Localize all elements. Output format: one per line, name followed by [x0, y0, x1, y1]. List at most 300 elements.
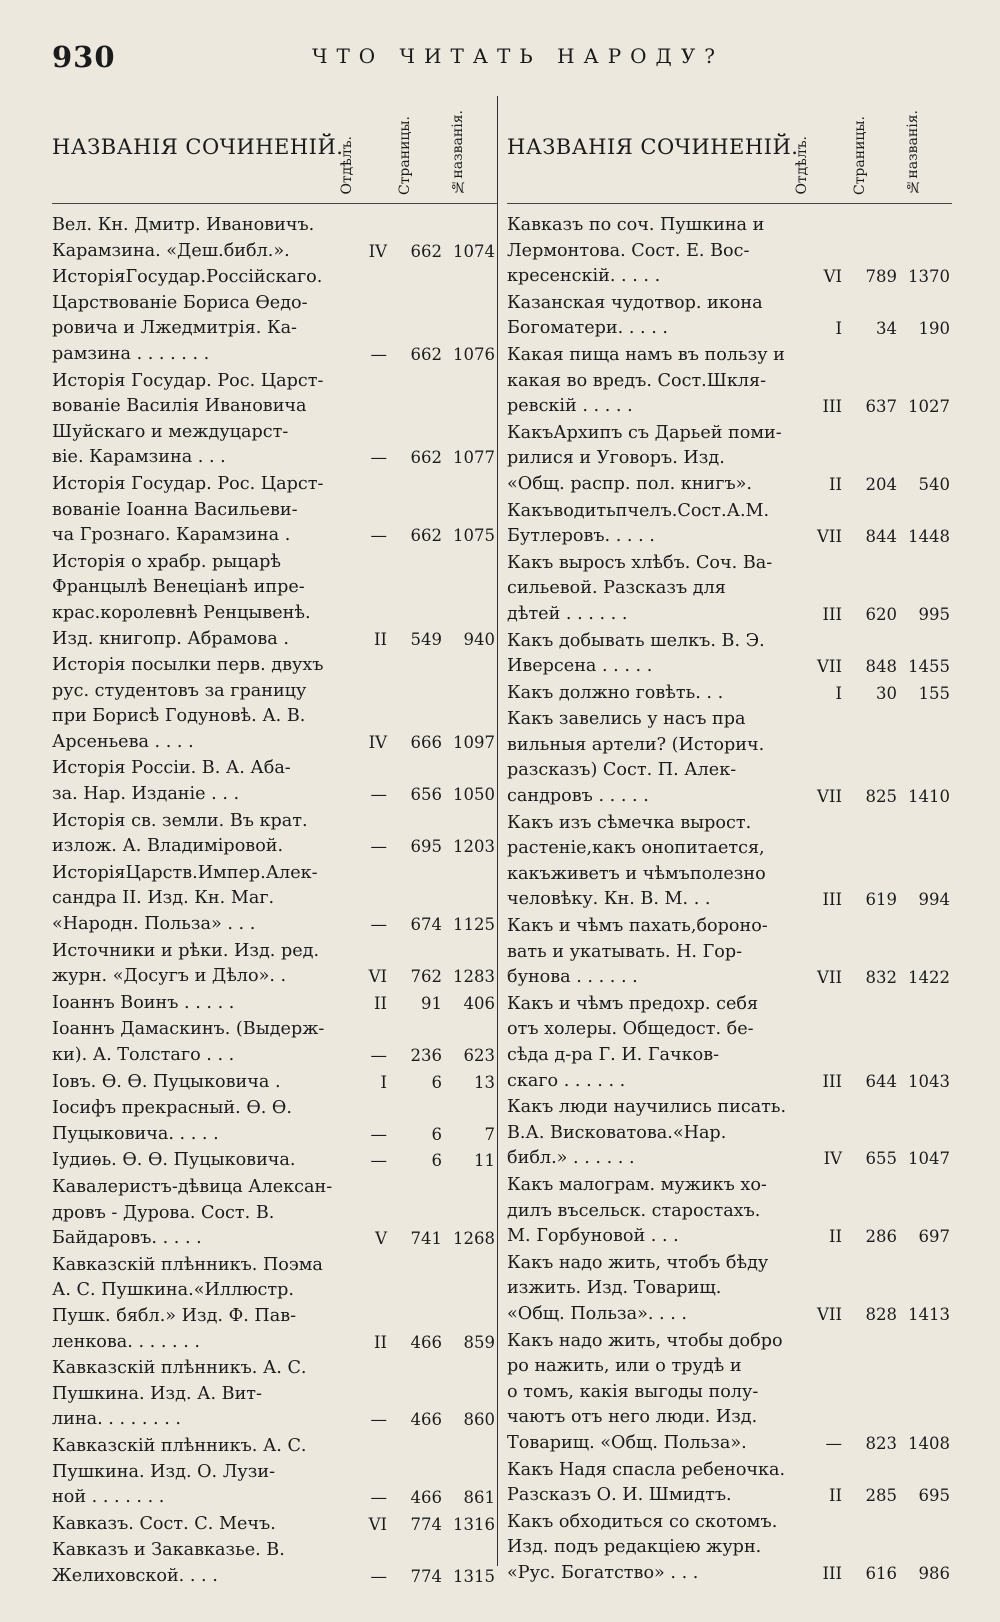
entry-page: 662: [410, 448, 442, 468]
entry-title-line: Какъ люди научились писать.: [507, 1097, 787, 1118]
entry-title-line: Іовъ. Ѳ. Ѳ. Пуцыковича .: [52, 1071, 281, 1092]
entry-title-line: сильевой. Разсказъ для: [507, 578, 726, 599]
entry-number: 859: [463, 1332, 495, 1352]
entry-title-line: рамзина . . . . . . .: [52, 343, 210, 364]
entry-title-line: за. Нар. Изданіе . . .: [52, 784, 240, 805]
catalog-entry: [52, 369, 497, 471]
entry-title-line: Какъводитьпчелъ.Сост.А.М.: [507, 500, 770, 521]
entry-page: 549: [410, 629, 442, 649]
entry-title-line: дровъ - Дурова. Сост. В.: [52, 1202, 275, 1223]
entry-numbers: [347, 964, 497, 990]
entry-number: 697: [918, 1227, 950, 1247]
entry-number: 7: [484, 1124, 495, 1144]
entry-title-line: Богоматери. . . . .: [507, 318, 668, 339]
entry-title-line: ной . . . . . . .: [52, 1487, 165, 1508]
entry-dept: —: [370, 837, 387, 857]
entry-number: 1050: [453, 785, 495, 805]
entry-numbers: [347, 730, 497, 756]
entry-title-line: Іудиѳь. Ѳ. Ѳ. Пуцыковича.: [52, 1150, 296, 1171]
dept-header: Отдѣлъ.: [794, 136, 810, 195]
entry-title-line: сандровъ . . . . .: [507, 786, 649, 807]
entry-title-line: «Общ. распр. пол. книгъ».: [507, 473, 752, 494]
entry-title-line: ИсторіяЦарств.Импер.Алек-: [52, 862, 318, 883]
entry-page: 91: [421, 993, 442, 1013]
entry-number: 1075: [453, 526, 495, 546]
entry-page: 655: [865, 1149, 897, 1169]
entry-page: 662: [410, 344, 442, 364]
catalog-entry: [52, 213, 497, 264]
entry-number: 190: [918, 319, 950, 339]
entry-page: 662: [410, 526, 442, 546]
entry-dept: VI: [368, 967, 387, 987]
entry-number: 406: [463, 993, 495, 1013]
entry-number: 1076: [453, 344, 495, 364]
catalog-entry: [507, 1458, 952, 1509]
entry-dept: —: [370, 1046, 387, 1065]
entry-page: 848: [865, 657, 897, 677]
entry-title-line: КакъАрхипъ съ Дарьей поми-: [507, 422, 782, 443]
entry-number: 1315: [453, 1566, 495, 1586]
entry-numbers: [347, 912, 497, 938]
entry-dept: —: [370, 526, 387, 546]
entry-dept: —: [370, 1488, 387, 1508]
entry-number: 860: [463, 1410, 495, 1430]
entry-title-line: ча Грознаго. Карамзина .: [52, 525, 291, 546]
entry-numbers: [347, 1226, 497, 1252]
catalog-entry: [507, 681, 952, 707]
catalog-entry: [52, 1538, 497, 1589]
entry-title-line: Какъ выросъ хлѣбъ. Соч. Ва-: [507, 552, 773, 573]
catalog-entry: [507, 551, 952, 628]
catalog-entry: [507, 499, 952, 550]
entry-title-line: Байдаровъ. . . . .: [52, 1228, 202, 1249]
entry-title-line: «Рус. Богатство» . . .: [507, 1562, 699, 1583]
entry-dept: II: [373, 993, 387, 1013]
entry-title-line: растеніе,какъ онопитается,: [507, 838, 765, 859]
entry-numbers: [347, 1564, 497, 1590]
entry-dept: VII: [817, 527, 842, 547]
entry-page: 832: [865, 968, 897, 988]
entry-title-line: Кавказъ по соч. Пушкина и: [507, 215, 765, 235]
catalog-entry: [52, 1096, 497, 1147]
entry-number: 1125: [453, 915, 495, 935]
entry-title-line: вать и укатывать. Н. Гор-: [507, 941, 743, 962]
number-header: №названія.: [905, 110, 921, 195]
entry-page: 619: [865, 890, 897, 910]
entry-page: 666: [410, 732, 442, 752]
entry-dept: —: [825, 1433, 842, 1453]
catalog-entry: [52, 809, 497, 860]
entry-title-line: М. Горбуновой . . .: [507, 1226, 679, 1247]
entry-number: 155: [918, 683, 950, 703]
entry-number: 1047: [908, 1149, 950, 1169]
entry-title-line: Источники и рѣки. Изд. ред.: [52, 940, 320, 961]
entry-title-line: Кавалеристъ-дѣвица Алексан-: [52, 1176, 333, 1197]
entry-title-line: Какъ надо жить, чтобъ бѣду: [507, 1252, 769, 1273]
catalog-entry: [52, 1148, 497, 1174]
entry-dept: VII: [817, 1304, 842, 1324]
entry-title-line: ро нажить, или о трудѣ и: [507, 1356, 742, 1377]
entry-title-line: Пушкина. Изд. А. Вит-: [52, 1383, 262, 1404]
entry-title-line: Какъ обходиться со скотомъ.: [507, 1511, 778, 1532]
entry-number: 986: [918, 1563, 950, 1583]
catalog-entry: [507, 811, 952, 913]
entry-dept: —: [370, 1124, 387, 1144]
entry-title-line: вованіе Іоанна Васильеви-: [52, 499, 298, 520]
catalog-entry: [507, 1095, 952, 1172]
entry-page: 844: [865, 527, 897, 547]
column-title: НАЗВАНІЯ СОЧИНЕНІЙ.: [507, 135, 799, 159]
number-header: №названія.: [450, 110, 466, 195]
catalog-entry: [52, 939, 497, 990]
entry-numbers: [347, 1122, 497, 1148]
entry-title-line: Какъ малограм. мужикъ хо-: [507, 1174, 767, 1195]
entry-title-line: отъ холеры. Общедост. бе-: [507, 1019, 754, 1040]
entry-numbers: [802, 1561, 952, 1587]
entry-numbers: [802, 654, 952, 680]
entry-numbers: [802, 965, 952, 991]
entry-page: 637: [865, 397, 897, 417]
entry-title-line: Кавказъ. Сост. С. Мечъ.: [52, 1513, 276, 1534]
entry-page: 825: [865, 787, 897, 807]
entry-title-line: Карамзина. «Деш.библ.».: [52, 240, 290, 261]
catalog-entry: [52, 653, 497, 755]
entry-title-line: рилися и Уговоръ. Изд.: [507, 448, 725, 469]
entry-page: 774: [410, 1514, 442, 1534]
entry-title-line: человѣку. Кн. В. М. . .: [507, 889, 711, 910]
entry-title-line: Кавказскій плѣнникъ. А. С.: [52, 1435, 307, 1456]
entry-number: 861: [463, 1488, 495, 1508]
entry-title-line: лина. . . . . . . .: [52, 1409, 182, 1430]
entry-title-line: Пушк. бябл.» Изд. Ф. Пав-: [52, 1305, 297, 1326]
entry-title-line: Исторія Россіи. В. А. Аба-: [52, 758, 291, 779]
entry-page: 236: [410, 1046, 442, 1065]
entry-title-line: дѣтей . . . . . .: [507, 603, 628, 624]
entry-title-line: какая во вредъ. Сост.Шкля-: [507, 370, 767, 391]
entry-numbers: [347, 342, 497, 368]
entry-title-line: кресенскій. . . . .: [507, 266, 661, 287]
left-entry-list: [52, 204, 497, 1589]
entry-dept: VII: [817, 968, 842, 988]
catalog-entry: [52, 1253, 497, 1355]
entry-title-line: вильныя артели? (Историч.: [507, 734, 765, 755]
entry-numbers: [802, 1302, 952, 1328]
entry-title-line: Товарищ. «Общ. Польза».: [507, 1432, 747, 1453]
entry-number: 1043: [908, 1071, 950, 1091]
entry-numbers: [347, 1148, 497, 1174]
entry-title-line: Какъ и чѣмъ предохр. себя: [507, 993, 759, 1014]
entry-title-line: Какъ добывать шелкъ. В. Э.: [507, 630, 765, 651]
entry-number: 1203: [453, 837, 495, 857]
entry-numbers: [347, 1407, 497, 1433]
entry-title-line: Лермонтова. Сост. Е. Вос-: [507, 240, 750, 261]
entry-dept: II: [828, 1227, 842, 1247]
entry-title-line: Какая пища намъ въ пользу и: [507, 344, 785, 365]
entry-dept: IV: [823, 1149, 842, 1169]
entry-dept: III: [822, 1071, 842, 1091]
entry-number: 1316: [453, 1514, 495, 1534]
entry-numbers: [802, 784, 952, 810]
entry-title-line: о томъ, какія выгоды полу-: [507, 1381, 759, 1402]
entry-numbers: [802, 1431, 952, 1457]
entry-page: 6: [431, 1124, 442, 1144]
entry-dept: —: [370, 785, 387, 805]
entry-dept: IV: [368, 732, 387, 752]
entry-page: 644: [865, 1071, 897, 1091]
entry-dept: —: [370, 344, 387, 364]
entry-number: 1268: [453, 1229, 495, 1249]
entry-dept: VI: [368, 1514, 387, 1534]
entry-numbers: [802, 1146, 952, 1172]
entry-number: 1027: [908, 397, 950, 417]
entry-title-line: рус. студентовъ за границу: [52, 680, 307, 701]
entry-page: 466: [410, 1410, 442, 1430]
entry-title-line: сандра II. Изд. Кн. Маг.: [52, 888, 275, 909]
entry-dept: III: [822, 397, 842, 417]
entry-number: 994: [918, 890, 950, 910]
entry-numbers: [802, 1224, 952, 1250]
entry-title-line: Изд. подъ редакціею журн.: [507, 1537, 762, 1558]
entry-title-line: Іосифъ прекрасный. Ѳ. Ѳ.: [52, 1098, 292, 1119]
entry-numbers: [347, 991, 497, 1017]
entry-page: 285: [865, 1486, 897, 1506]
entry-page: 466: [410, 1332, 442, 1352]
entry-title-line: Какъ завелись у насъ пра: [507, 709, 746, 730]
entry-numbers: [347, 834, 497, 860]
entry-page: 6: [431, 1151, 442, 1171]
catalog-entry: [507, 1251, 952, 1328]
entry-dept: —: [370, 1410, 387, 1430]
entry-title-line: ки). А. Толстаго . . .: [52, 1045, 235, 1065]
entry-page: 789: [865, 267, 897, 287]
entry-number: 13: [474, 1072, 495, 1092]
entry-number: 995: [918, 604, 950, 624]
entry-numbers: [802, 264, 952, 290]
catalog-entry: [507, 343, 952, 420]
entry-title-line: Исторія Государ. Рос. Царст-: [52, 473, 324, 494]
entry-title-line: Исторія Государ. Рос. Царст-: [52, 370, 324, 391]
right-column-header: [507, 95, 952, 204]
pages-header: Страницы.: [852, 115, 868, 195]
entry-dept: III: [822, 890, 842, 910]
catalog-entry: [52, 861, 497, 938]
entry-page: 774: [410, 1566, 442, 1586]
catalog-entry: [507, 1510, 952, 1587]
entry-title-line: В.А. Висковатова.«Нар.: [507, 1122, 727, 1143]
entry-title-line: Царствованіе Бориса Ѳедо-: [52, 292, 308, 313]
running-title: ЧТО ЧИТАТЬ НАРОДУ?: [312, 44, 724, 68]
catalog-entry: [52, 1017, 497, 1068]
entry-page: 828: [865, 1304, 897, 1324]
entry-dept: —: [370, 1151, 387, 1171]
catalog-entry: [507, 914, 952, 991]
catalog-entry: [52, 1356, 497, 1433]
entry-numbers: [802, 681, 952, 707]
entry-numbers: [347, 1512, 497, 1538]
entry-numbers: [347, 1485, 497, 1511]
entry-dept: II: [828, 1486, 842, 1506]
entry-number: 1077: [453, 448, 495, 468]
catalog-entry: [52, 756, 497, 807]
entry-number: 1074: [453, 241, 495, 261]
entry-dept: VII: [817, 657, 842, 677]
left-column-header: [52, 95, 497, 204]
entry-page: 466: [410, 1488, 442, 1508]
entry-page: 695: [410, 837, 442, 857]
left-column: [52, 95, 497, 1590]
entry-numbers: [802, 602, 952, 628]
entry-dept: III: [822, 604, 842, 624]
entry-number: 1413: [908, 1304, 950, 1324]
entry-title-line: Какъ изъ сѣмечка вырост.: [507, 812, 752, 833]
entry-dept: —: [370, 1566, 387, 1586]
entry-title-line: какъживетъ и чѣмъполезно: [507, 863, 766, 884]
entry-title-line: Казанская чудотвор. икона: [507, 292, 763, 313]
entry-title-line: вованіе Василія Ивановича: [52, 396, 307, 417]
entry-page: 616: [865, 1563, 897, 1583]
entry-page: 204: [865, 474, 897, 494]
entry-page: 823: [865, 1433, 897, 1453]
entry-title-line: Пуцыковича. . . . .: [52, 1123, 219, 1144]
entry-page: 30: [876, 683, 897, 703]
catalog-entry: [507, 707, 952, 809]
entry-numbers: [347, 1330, 497, 1356]
catalog-entry: [52, 265, 497, 367]
entry-page: 34: [876, 319, 897, 339]
entry-dept: I: [380, 1072, 387, 1092]
catalog-entry: [52, 991, 497, 1017]
catalog-entry: [52, 472, 497, 549]
entry-number: 1408: [908, 1433, 950, 1453]
entry-title-line: ревскій . . . . .: [507, 396, 633, 417]
entry-page: 662: [410, 241, 442, 261]
entry-title-line: Желиховской. . . .: [52, 1565, 218, 1586]
entry-dept: II: [373, 1332, 387, 1352]
entry-title-line: Францылѣ Венеціанѣ ипре-: [52, 577, 305, 598]
entry-dept: II: [828, 474, 842, 494]
entry-numbers: [347, 523, 497, 549]
entry-title-line: «Общ. Польза». . . .: [507, 1303, 688, 1324]
catalog-entry: [507, 629, 952, 680]
entry-title-line: віе. Карамзина . . .: [52, 447, 226, 468]
entry-dept: VI: [823, 267, 842, 287]
entry-title-line: библ.» . . . . . .: [507, 1148, 635, 1169]
entry-title-line: при Борисѣ Годуновѣ. А. В.: [52, 706, 306, 727]
entry-number: 940: [463, 629, 495, 649]
right-column: [507, 95, 952, 1587]
column-divider: [497, 96, 498, 1566]
entry-numbers: [802, 316, 952, 342]
entry-title-line: изжить. Изд. Товарищ.: [507, 1278, 722, 1299]
entry-title-line: «Народн. Польза» . . .: [52, 914, 256, 935]
column-title: НАЗВАНІЯ СОЧИНЕНІЙ.: [52, 135, 344, 159]
entry-numbers: [802, 1483, 952, 1509]
entry-numbers: [802, 394, 952, 420]
entry-title-line: крас.королевнѣ Ренцывенѣ.: [52, 602, 311, 623]
entry-dept: III: [822, 1563, 842, 1583]
entry-title-line: ИсторіяГосудар.Россійскаго.: [52, 267, 323, 288]
entry-title-line: излож. А. Владиміровой.: [52, 836, 284, 857]
entry-numbers: [347, 782, 497, 808]
catalog-entry: [52, 1070, 497, 1096]
entry-number: 1410: [908, 787, 950, 807]
entry-dept: IV: [368, 241, 387, 261]
entry-title-line: Исторія св. земли. Въ крат.: [52, 810, 308, 831]
entry-page: 6: [431, 1072, 442, 1092]
entry-dept: —: [370, 915, 387, 935]
entry-title-line: Пушкина. Изд. О. Лузи-: [52, 1461, 276, 1482]
entry-title-line: сѣда д-ра Г. И. Гачков-: [507, 1045, 720, 1065]
entry-dept: I: [835, 683, 842, 703]
entry-title-line: скаго . . . . . .: [507, 1070, 626, 1091]
entry-numbers: [347, 627, 497, 653]
entry-number: 1097: [453, 732, 495, 752]
entry-title-line: Іоаннъ Воинъ . . . . .: [52, 992, 235, 1013]
entry-title-line: Кавказъ и Закавказье. В.: [52, 1540, 285, 1561]
entry-title-line: Кавказскій плѣнникъ. А. С.: [52, 1358, 307, 1379]
entry-numbers: [347, 1070, 497, 1096]
entry-page: 762: [410, 967, 442, 987]
entry-number: 540: [918, 474, 950, 494]
catalog-entry: [52, 1175, 497, 1252]
catalog-entry: [507, 291, 952, 342]
entry-title-line: Какъ должно говѣть. . .: [507, 682, 724, 703]
catalog-entry: [52, 550, 497, 652]
entry-title-line: Вел. Кн. Дмитр. Ивановичъ.: [52, 215, 315, 235]
entry-title-line: Какъ надо жить, чтобы добро: [507, 1330, 783, 1351]
entry-title-line: журн. «Досугъ и Дѣло». .: [52, 966, 287, 987]
entry-title-line: Исторія посылки перв. двухъ: [52, 655, 324, 676]
entry-dept: —: [370, 448, 387, 468]
entry-numbers: [347, 239, 497, 265]
entry-title-line: Иверсена . . . . .: [507, 656, 653, 677]
entry-numbers: [802, 472, 952, 498]
entry-page: 620: [865, 604, 897, 624]
entry-numbers: [802, 524, 952, 550]
entry-title-line: Іоаннъ Дамаскинъ. (Выдерж-: [52, 1019, 325, 1040]
page-number: 930: [52, 40, 116, 74]
pages-header: Страницы.: [397, 115, 413, 195]
entry-numbers: [347, 445, 497, 471]
entry-number: 1370: [908, 267, 950, 287]
catalog-entry: [52, 1434, 497, 1511]
entry-title-line: разсказъ) Сост. П. Алек-: [507, 760, 737, 781]
entry-title-line: Бутлеровъ. . . . .: [507, 526, 655, 547]
right-entry-list: [507, 204, 952, 1586]
entry-page: 674: [410, 915, 442, 935]
entry-number: 1283: [453, 967, 495, 987]
dept-header: Отдѣлъ.: [339, 136, 355, 195]
entry-title-line: А. С. Пушкина.«Иллюстр.: [52, 1280, 294, 1301]
catalog-entry: [507, 213, 952, 290]
entry-page: 656: [410, 785, 442, 805]
entry-title-line: Арсеньева . . . .: [52, 731, 194, 752]
entry-title-line: Шуйскаго и междуцарст-: [52, 421, 289, 442]
entry-number: 1422: [908, 968, 950, 988]
entry-dept: V: [375, 1229, 387, 1249]
entry-page: 286: [865, 1227, 897, 1247]
entry-number: 1448: [908, 527, 950, 547]
entry-title-line: Изд. книгопр. Абрамова .: [52, 628, 289, 649]
entry-number: 1455: [908, 657, 950, 677]
entry-number: 623: [463, 1046, 495, 1065]
entry-title-line: бунова . . . . . .: [507, 967, 638, 988]
entry-title-line: чаютъ отъ него люди. Изд.: [507, 1407, 758, 1428]
entry-title-line: ленкова. . . . . . .: [52, 1331, 201, 1352]
entry-title-line: Разсказъ О. И. Шмидтъ.: [507, 1485, 732, 1506]
entry-numbers: [802, 887, 952, 913]
entry-title-line: дилъ въсельск. старостахъ.: [507, 1200, 761, 1221]
